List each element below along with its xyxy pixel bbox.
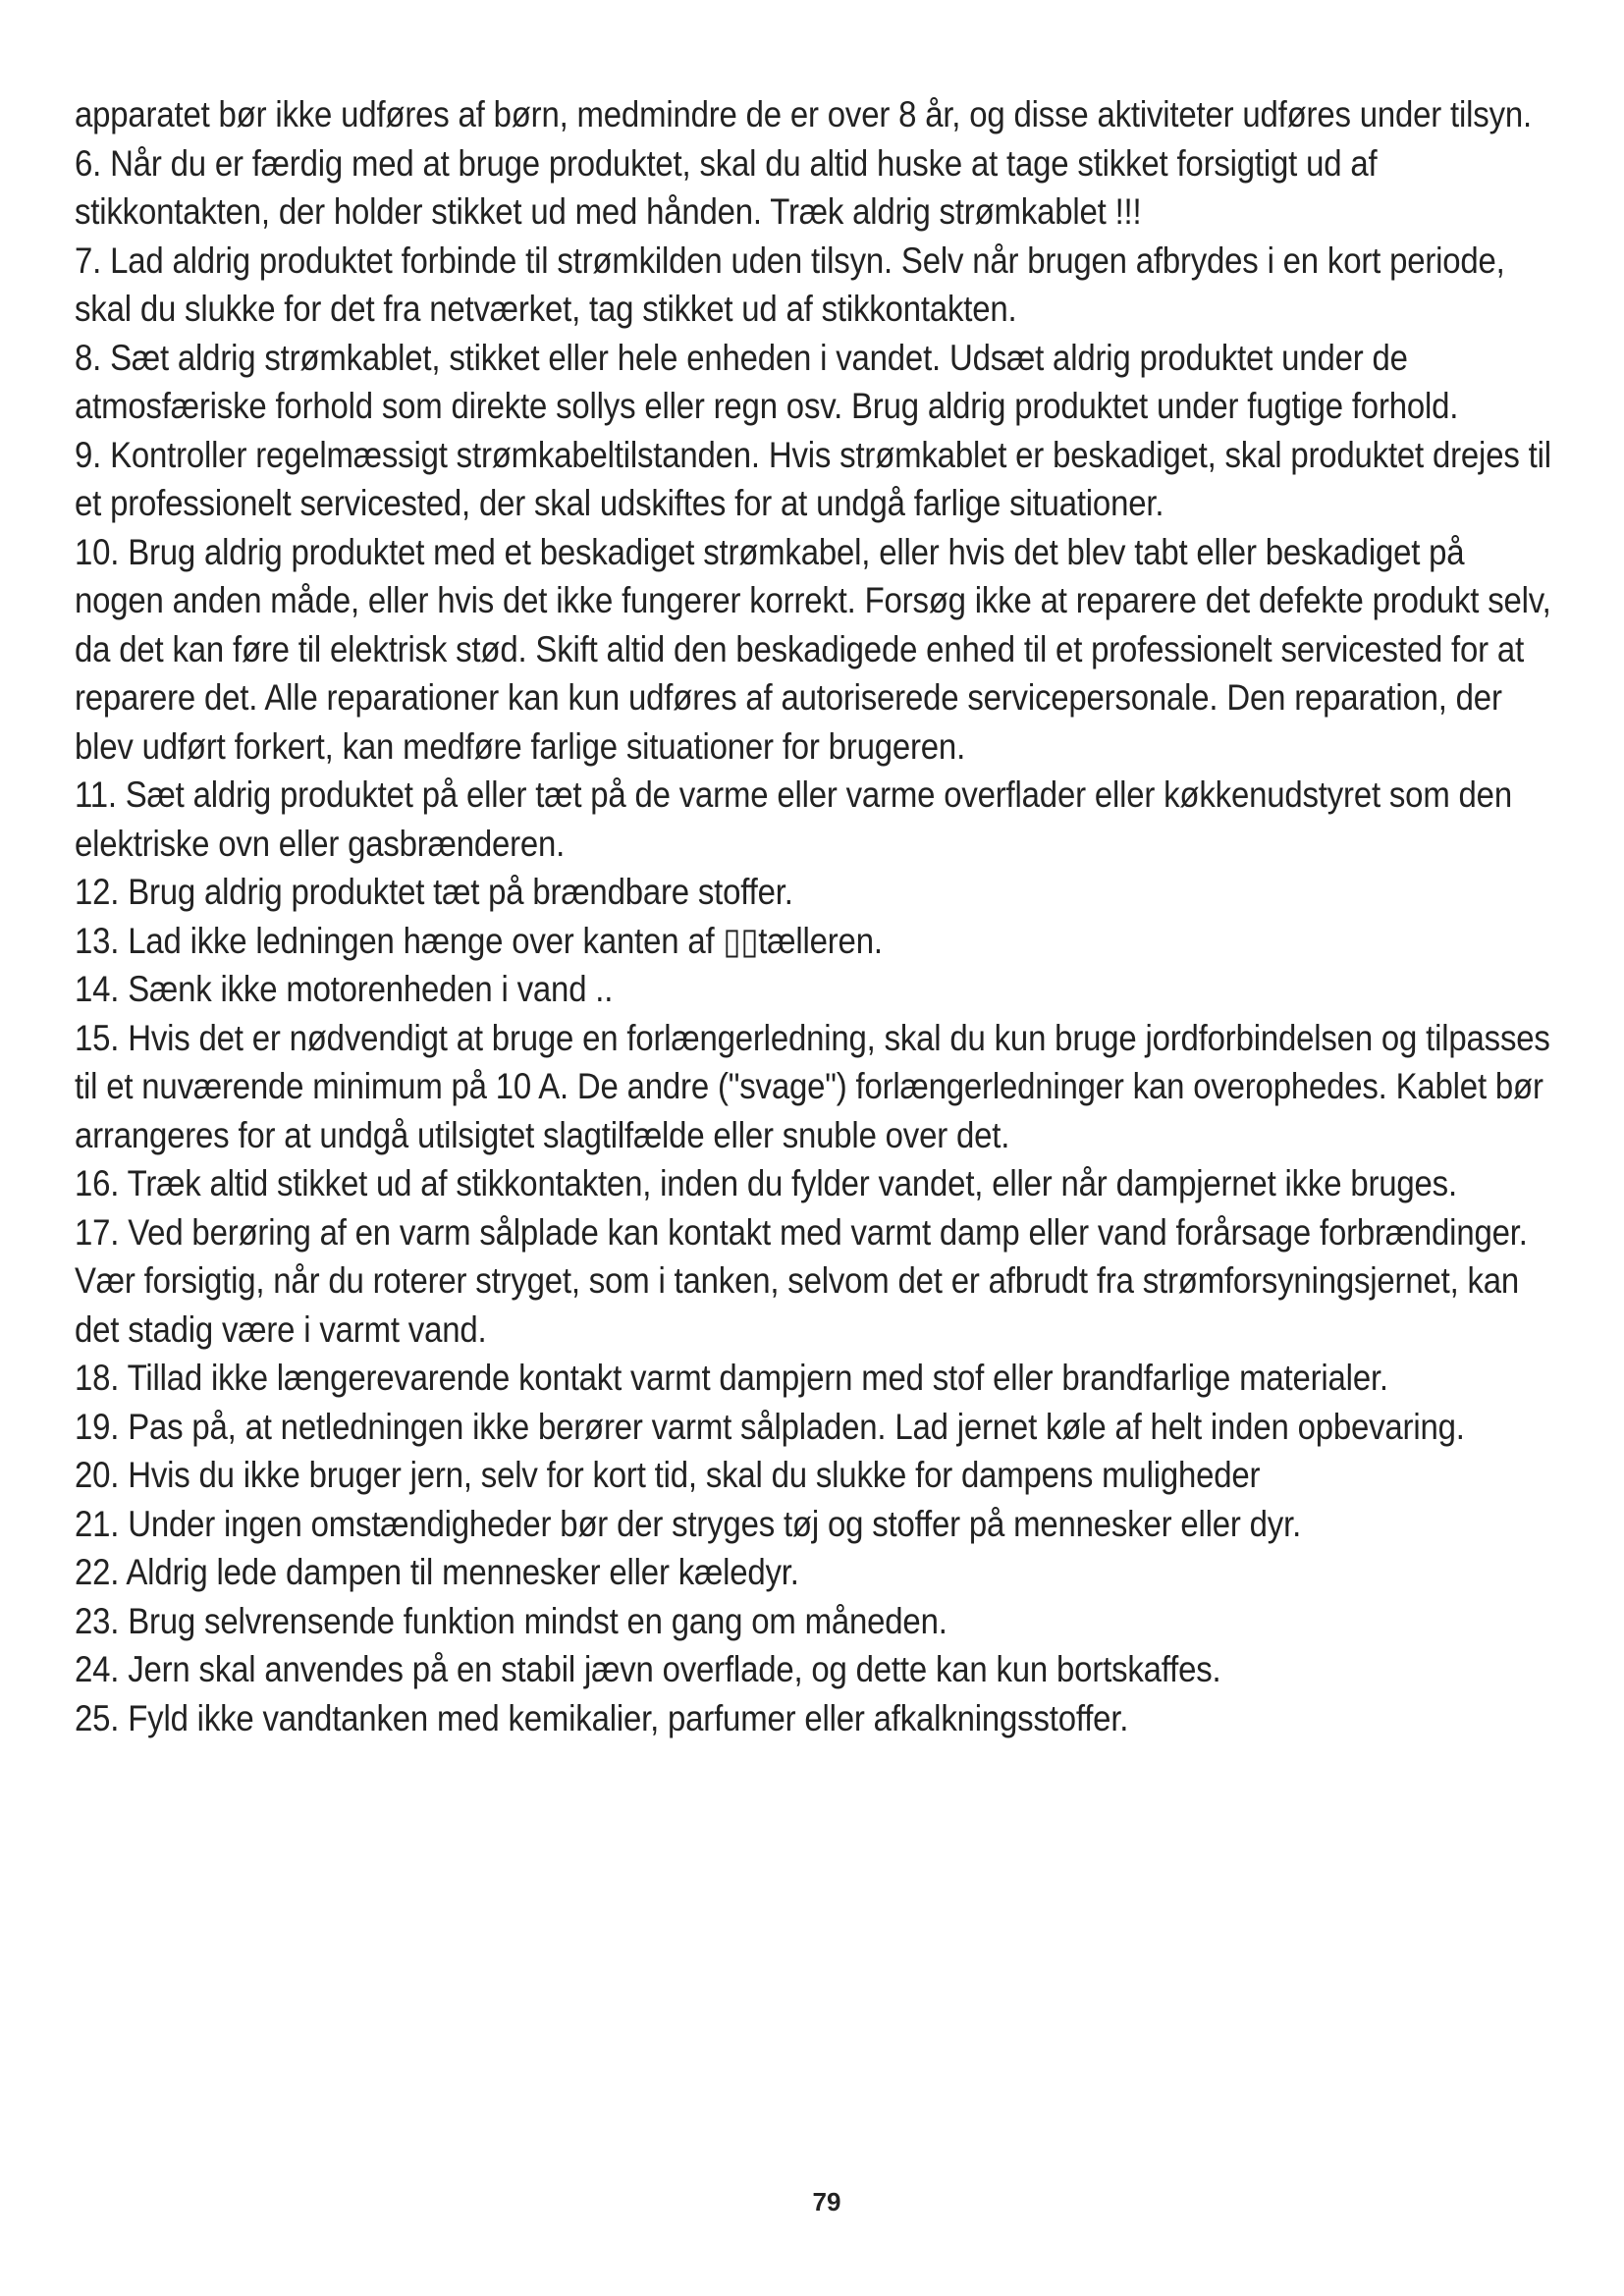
page-body bbox=[75, 90, 1567, 1742]
safety-item-19: 19. Pas på, at netledningen ikke berører varmt sålpladen. Lad jernet køle af helt inden opbevaring. bbox=[75, 1406, 1465, 1447]
safety-item-25: 25. Fyld ikke vandtanken med kemikalier, parfumer eller afkalkningsstoffer. bbox=[75, 1697, 1129, 1738]
safety-item-15: 15. Hvis det er nødvendigt at bruge en forlængerledning, skal du kun bruge jordforbindelsen og tilpasses til et nuværende minimum på 10 A. De andre ("svage") forlængerledninger kan overophedes. Kablet bør arrangeres for at undgå utilsigtet slagtilfælde eller snuble over det. bbox=[75, 1017, 1550, 1155]
safety-item-17: 17. Ved berøring af en varm sålplade kan kontakt med varmt damp eller vand forårsage forbrændinger. Vær forsigtig, når du roterer stryget, som i tanken, selvom det er afbrudt fra strømforsyningsjernet, kan det stadig være i varmt vand. bbox=[75, 1211, 1528, 1350]
safety-item-20: 20. Hvis du ikke bruger jern, selv for kort tid, skal du slukke for dampens muligheder bbox=[75, 1455, 1261, 1495]
safety-item-6: 6. Når du er færdig med at bruge produktet, skal du altid huske at tage stikket forsigtigt ud af stikkontakten, der holder stikket ud med hånden. Træk aldrig strømkablet !!! bbox=[75, 142, 1378, 232]
paragraph-continuation: apparatet bør ikke udføres af børn, medmindre de er over 8 år, og disse aktiviteter udføres under tilsyn. bbox=[75, 94, 1532, 134]
page-number: 79 bbox=[812, 2187, 841, 2216]
safety-item-24: 24. Jern skal anvendes på en stabil jævn overflade, og dette kan kun bortskaffes. bbox=[75, 1649, 1221, 1689]
safety-item-13: 13. Lad ikke ledningen hænge over kanten af ▯▯tælleren. bbox=[75, 920, 883, 961]
safety-item-12: 12. Brug aldrig produktet tæt på brændbare stoffer. bbox=[75, 872, 793, 912]
safety-item-10: 10. Brug aldrig produktet med et beskadiget strømkabel, eller hvis det blev tabt eller beskadiget på nogen anden måde, eller hvis det ikke fungerer korrekt. Forsøg ikke at reparere det defekte produkt selv, da det kan føre til elektrisk stød. Skift altid den beskadigede enhed til et professionelt servicested for at reparere det. Alle reparationer kan kun udføres af autoriserede servicepersonale. Den reparation, der blev udført forkert, kan medføre farlige situationer for brugeren. bbox=[75, 531, 1551, 767]
safety-item-18: 18. Tillad ikke længerevarende kontakt varmt dampjern med stof eller brandfarlige materialer. bbox=[75, 1358, 1388, 1398]
safety-item-16: 16. Træk altid stikket ud af stikkontakten, inden du fylder vandet, eller når dampjernet ikke bruges. bbox=[75, 1163, 1457, 1203]
safety-item-21: 21. Under ingen omstændigheder bør der stryges tøj og stoffer på mennesker eller dyr. bbox=[75, 1503, 1302, 1544]
safety-item-9: 9. Kontroller regelmæssigt strømkabeltilstanden. Hvis strømkablet er beskadiget, skal produktet drejes til et professionelt servicested, der skal udskiftes for at undgå farlige situationer. bbox=[75, 434, 1551, 523]
safety-item-22: 22. Aldrig lede dampen til mennesker eller kæledyr. bbox=[75, 1552, 799, 1592]
safety-item-7: 7. Lad aldrig produktet forbinde til strømkilden uden tilsyn. Selv når brugen afbrydes i en kort periode, skal du slukke for det fra netværket, tag stikket ud af stikkontakten. bbox=[75, 240, 1505, 329]
safety-item-8: 8. Sæt aldrig strømkablet, stikket eller hele enheden i vandet. Udsæt aldrig produktet under de atmosfæriske forhold som direkte sollys eller regn osv. Brug aldrig produktet under fugtige forhold. bbox=[75, 337, 1459, 426]
safety-item-23: 23. Brug selvrensende funktion mindst en gang om måneden. bbox=[75, 1600, 947, 1641]
safety-item-14: 14. Sænk ikke motorenheden i vand .. bbox=[75, 969, 614, 1009]
safety-item-11: 11. Sæt aldrig produktet på eller tæt på de varme eller varme overflader eller køkkenudstyret som den elektriske ovn eller gasbrænderen. bbox=[75, 774, 1512, 864]
